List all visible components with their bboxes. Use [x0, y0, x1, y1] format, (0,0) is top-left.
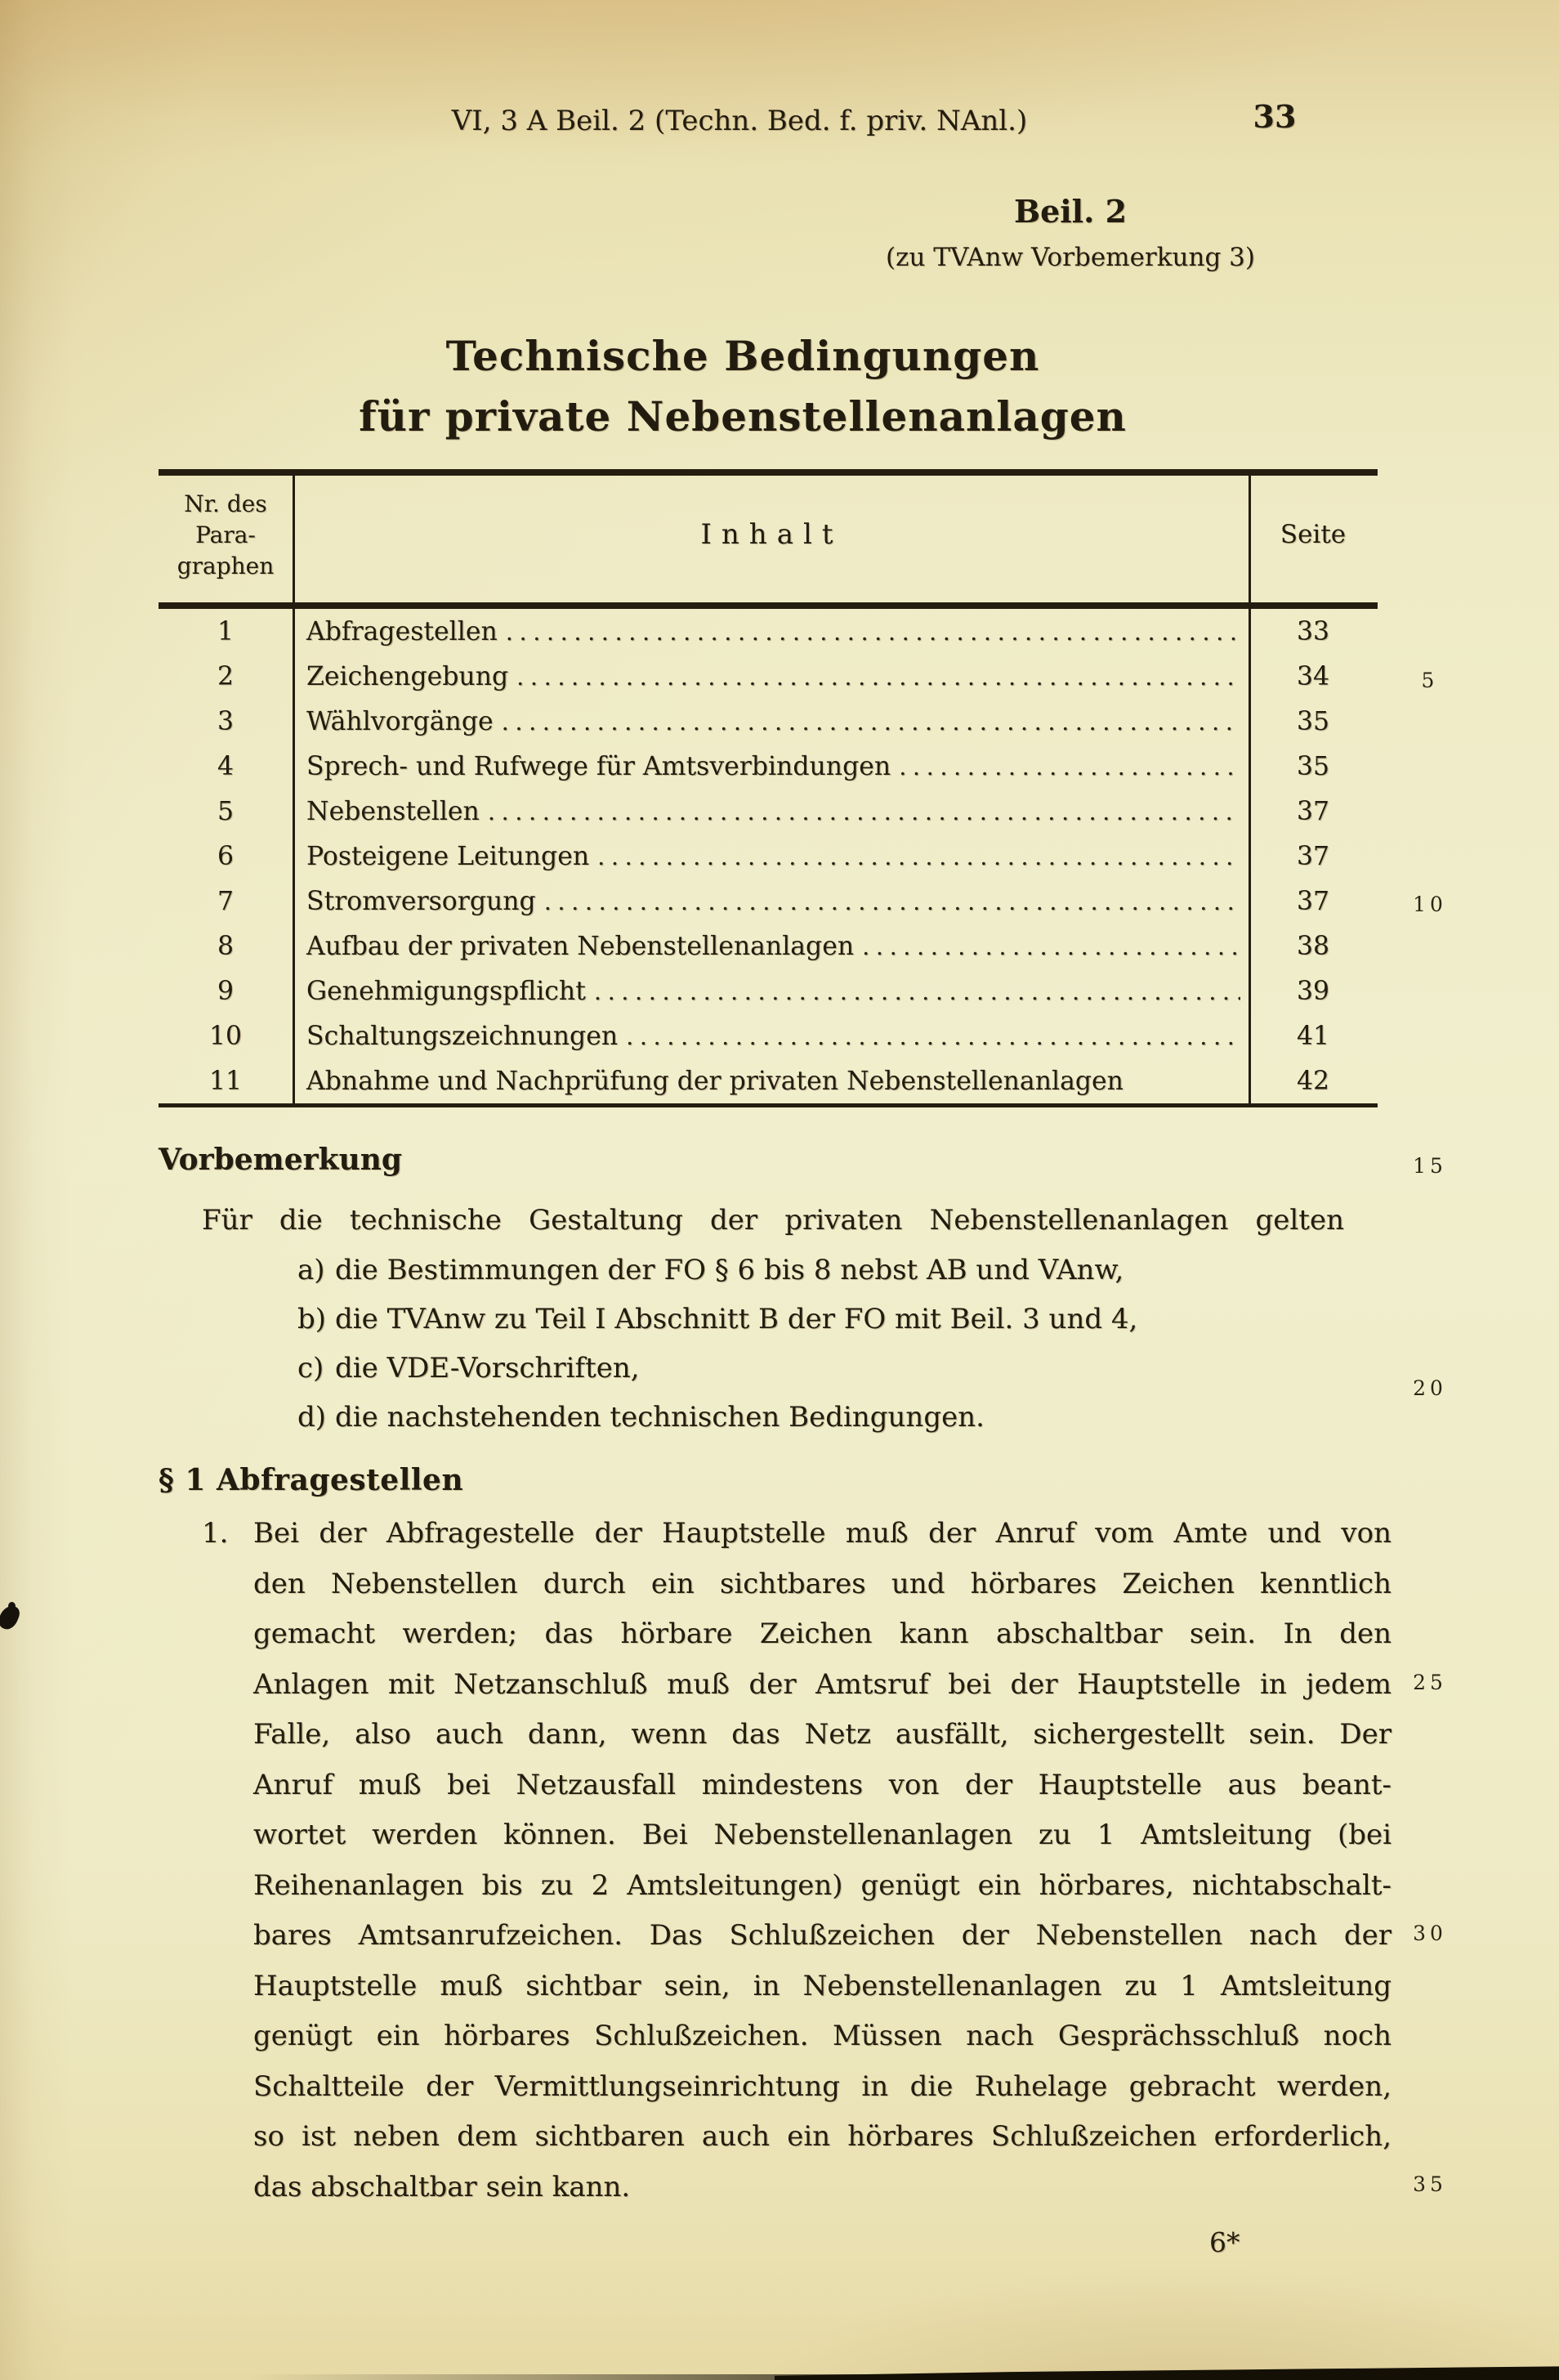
toc-cell-nr: 1	[217, 616, 235, 646]
toc-row	[159, 744, 1378, 789]
dot-leader	[862, 933, 1240, 960]
dot-leader	[506, 618, 1240, 646]
toc-cell-nr: 10	[208, 1021, 243, 1051]
vorbemerkung-heading: Vorbemerkung	[159, 1143, 403, 1177]
toc-cell-seite: 33	[1296, 616, 1330, 646]
toc-cell-nr: 8	[217, 931, 235, 961]
toc-row	[159, 609, 1378, 654]
signature-mark: 6*	[1209, 2226, 1240, 2258]
annex-label: Beil. 2	[1013, 193, 1128, 230]
toc-cell-inhalt	[293, 932, 1249, 961]
table-rule-under-header	[159, 602, 1378, 609]
toc-col-header-nr	[159, 489, 293, 582]
paragraph-line: das abschaltbar sein kann.	[253, 2170, 631, 2203]
paragraph-line: den Nebenstellen durch ein sichtbares und hörbares Zeichen kenntlich	[253, 1567, 1391, 1600]
paragraph-line: Hauptstelle muß sichtbar sein, in Nebenstellenanlagen zu 1 Amtsleitung	[253, 1969, 1391, 2002]
toc-cell-inhalt	[293, 1022, 1249, 1051]
toc-row	[159, 969, 1378, 1013]
toc-cell-inhalt	[293, 797, 1249, 826]
toc-cell-seite: 39	[1296, 976, 1330, 1006]
margin-line-number-30: 30	[1413, 1921, 1447, 1945]
paragraph-line: Anruf muß bei Netzausfall mindestens von der Hauptstelle aus beant-	[253, 1768, 1391, 1801]
item-label: c)	[297, 1352, 324, 1385]
vorbemerkung-item-list	[297, 1246, 1360, 1442]
toc-col-header-nr-line: graphen	[176, 552, 275, 579]
item-text: die VDE-Vorschriften,	[335, 1352, 640, 1385]
toc-cell-nr: 5	[217, 796, 235, 826]
toc-table	[159, 469, 1378, 1107]
toc-cell-nr: 7	[217, 886, 235, 916]
paragraph-line: Anlagen mit Netzanschluß muß der Amtsruf bei der Hauptstelle in jedem	[253, 1667, 1391, 1701]
toc-cell-inhalt	[293, 707, 1249, 736]
dot-leader	[488, 798, 1240, 825]
toc-cell-inhalt	[293, 842, 1249, 871]
toc-entry-label: Sprech- und Rufwege für Amtsverbindungen	[306, 751, 891, 781]
section1-paragraph	[202, 1509, 1391, 2212]
ink-blot	[8, 1602, 16, 1610]
toc-cell-seite: 37	[1296, 886, 1330, 916]
document-title-line2: für private Nebenstellenanlagen	[359, 392, 1127, 441]
toc-col-header-seite: Seite	[1280, 520, 1347, 549]
margin-line-number-35: 35	[1413, 2172, 1447, 2196]
dot-leader	[899, 753, 1240, 781]
toc-cell-nr: 11	[208, 1066, 243, 1096]
list-item-b	[297, 1295, 1360, 1344]
toc-cell-seite: 42	[1296, 1066, 1330, 1096]
section1-heading: § 1 Abfragestellen	[159, 1463, 464, 1497]
paragraph-number: 1.	[202, 1517, 229, 1550]
item-label: d)	[297, 1401, 327, 1434]
list-item-a	[297, 1246, 1360, 1295]
item-text: die nachstehenden technischen Bedingungen.	[335, 1401, 985, 1434]
list-item-d	[297, 1393, 1360, 1442]
toc-cell-inhalt	[293, 887, 1249, 916]
toc-col-header-inhalt: Inhalt	[700, 518, 843, 551]
dot-leader	[502, 708, 1240, 736]
toc-col-header-nr-line: Para-	[195, 521, 256, 548]
toc-cell-inhalt	[293, 977, 1249, 1006]
toc-entry-label: Nebenstellen	[306, 796, 480, 826]
toc-body	[159, 609, 1378, 1103]
item-text: die TVAnw zu Teil I Abschnitt B der FO mit Beil. 3 und 4,	[335, 1303, 1138, 1335]
toc-entry-label: Posteigene Leitungen	[306, 841, 590, 871]
paragraph-line: gemacht werden; das hörbare Zeichen kann abschaltbar sein. In den	[253, 1617, 1391, 1650]
toc-cell-nr: 9	[217, 976, 235, 1006]
margin-line-number-20: 20	[1413, 1376, 1447, 1400]
dot-leader	[626, 1022, 1240, 1050]
annex-note: (zu TVAnw Vorbemerkung 3)	[886, 243, 1255, 272]
toc-cell-seite: 41	[1296, 1021, 1330, 1051]
margin-line-number-10: 10	[1413, 892, 1447, 916]
dot-leader	[597, 843, 1240, 870]
toc-row	[159, 834, 1378, 879]
paragraph-line: Bei der Abfragestelle der Hauptstelle muß der Anruf vom Amte und von	[253, 1517, 1391, 1550]
table-rule-bottom	[159, 1103, 1378, 1107]
paragraph-line: Schaltteile der Vermittlungseinrichtung in die Ruhelage gebracht werden,	[253, 2069, 1391, 2103]
margin-line-number-25: 25	[1413, 1671, 1447, 1694]
toc-cell-seite: 37	[1296, 841, 1330, 871]
item-label: a)	[297, 1254, 325, 1286]
toc-entry-label: Aufbau der privaten Nebenstellenanlagen	[306, 931, 855, 961]
paragraph-line: genügt ein hörbares Schlußzeichen. Müssen nach Gesprächsschluß noch	[253, 2020, 1391, 2052]
toc-cell-inhalt	[293, 1067, 1249, 1096]
table-rule-top	[159, 469, 1378, 476]
toc-entry-label: Abfragestellen	[306, 616, 498, 646]
toc-entry-label: Abnahme und Nachprüfung der privaten Nebenstellenanlagen	[306, 1066, 1123, 1096]
toc-entry-label: Genehmigungspflicht	[306, 976, 586, 1006]
dot-leader	[544, 888, 1240, 915]
list-item-c	[297, 1344, 1360, 1393]
dot-leader	[594, 978, 1240, 1005]
toc-cell-seite: 34	[1296, 661, 1330, 691]
item-label: b)	[297, 1303, 327, 1335]
toc-row	[159, 924, 1378, 969]
toc-cell-seite: 35	[1296, 751, 1330, 781]
toc-cell-inhalt	[293, 752, 1249, 781]
paragraph-line: so ist neben dem sichtbaren auch ein hörbares Schlußzeichen erforderlich,	[253, 2120, 1391, 2153]
page-number: 33	[1253, 98, 1297, 135]
item-text: die Bestimmungen der FO § 6 bis 8 nebst AB und VAnw,	[335, 1254, 1124, 1286]
toc-cell-nr: 6	[217, 841, 235, 871]
toc-row	[159, 699, 1378, 744]
margin-line-number-15: 15	[1413, 1154, 1447, 1178]
margin-line-number-5: 5	[1421, 669, 1439, 692]
toc-entry-label: Schaltungszeichnungen	[306, 1021, 619, 1051]
toc-cell-seite: 38	[1296, 931, 1330, 961]
toc-cell-inhalt	[293, 662, 1249, 691]
paragraph-lines	[253, 1509, 1391, 2212]
running-title: VI, 3 A Beil. 2 (Techn. Bed. f. priv. NAnl.)	[451, 105, 1028, 137]
toc-cell-seite: 35	[1296, 706, 1330, 736]
toc-row	[159, 789, 1378, 834]
scan-bottom-edge-shadow	[775, 2366, 1559, 2380]
toc-row	[159, 879, 1378, 924]
toc-row	[159, 1058, 1378, 1103]
toc-cell-seite: 37	[1296, 796, 1330, 826]
paragraph-line: bares Amtsanrufzeichen. Das Schlußzeichen der Nebenstellen nach der	[253, 1919, 1391, 1952]
toc-cell-nr: 2	[217, 661, 235, 691]
toc-entry-label: Wählvorgänge	[306, 706, 494, 736]
toc-col-header-nr-line: Nr. des	[184, 490, 267, 517]
document-title-line1: Technische Bedingungen	[445, 332, 1040, 380]
paragraph-line: wortet werden können. Bei Nebenstellenanlagen zu 1 Amtsleitung (bei	[253, 1819, 1391, 1851]
vorbemerkung-intro: Für die technische Gestaltung der privaten Nebenstellenanlagen gelten	[202, 1204, 1344, 1237]
toc-header-row	[159, 476, 1378, 602]
left-edge-shading	[0, 0, 74, 2380]
toc-cell-nr: 3	[217, 706, 235, 736]
paragraph-line: Reihenanlagen bis zu 2 Amtsleitungen) genügt ein hörbares, nichtabschalt-	[253, 1868, 1391, 1902]
toc-row	[159, 654, 1378, 699]
dot-leader	[516, 663, 1240, 691]
paragraph-line: Falle, also auch dann, wenn das Netz ausfällt, sichergestellt sein. Der	[253, 1718, 1391, 1751]
toc-row	[159, 1013, 1378, 1058]
toc-cell-nr: 4	[217, 751, 235, 781]
toc-cell-inhalt	[293, 617, 1249, 646]
toc-entry-label: Stromversorgung	[306, 886, 536, 916]
toc-entry-label: Zeichengebung	[306, 661, 509, 691]
